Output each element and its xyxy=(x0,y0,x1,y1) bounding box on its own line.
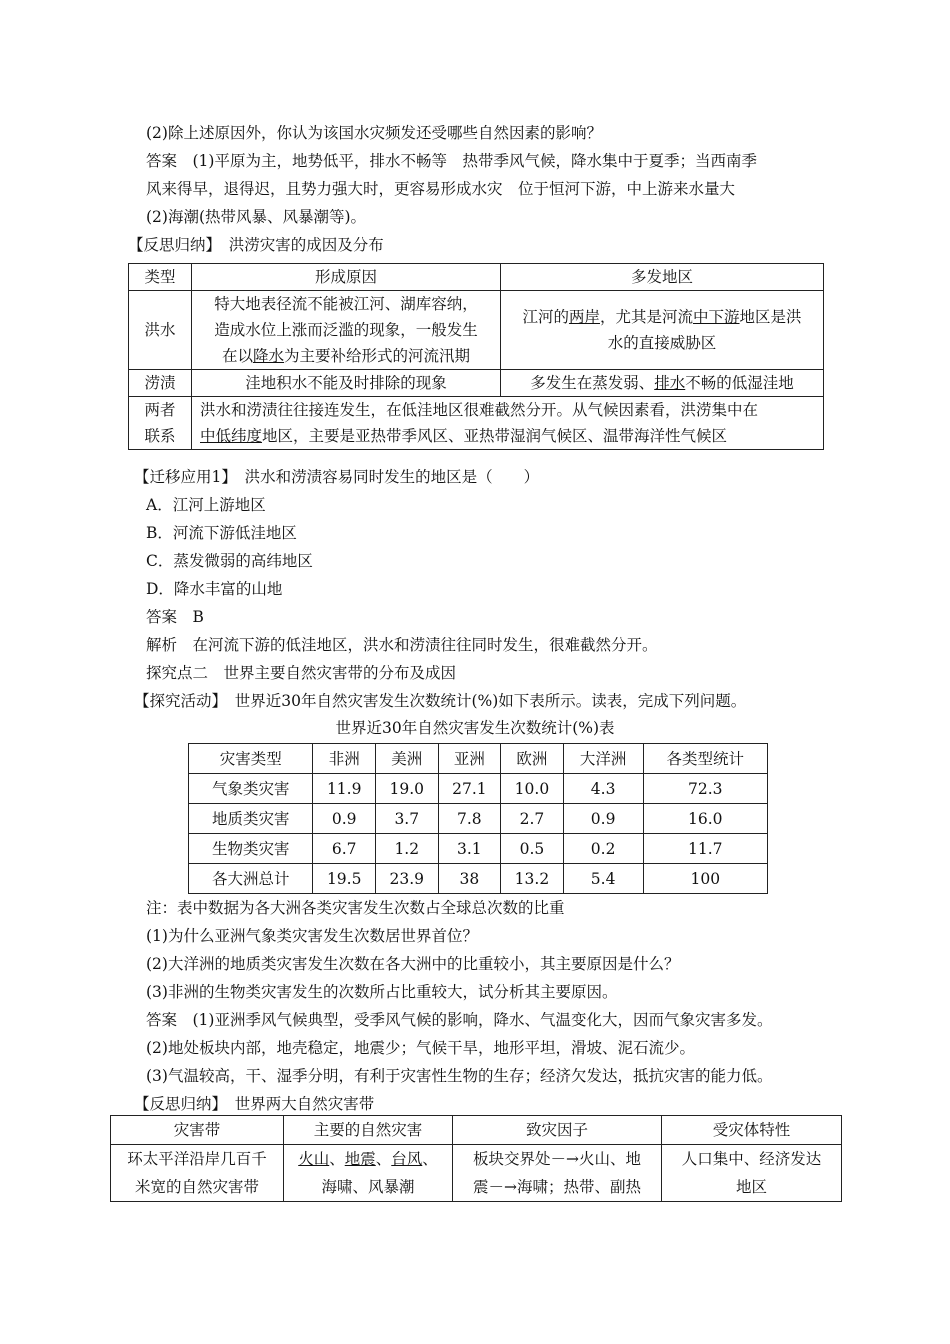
table-cell: 0.9 xyxy=(313,804,376,834)
text: 不畅的低湿洼地 xyxy=(685,374,794,392)
flood-cause-table xyxy=(128,263,824,450)
underlined-keyword: 地震 xyxy=(344,1150,376,1168)
table-cell: 3.1 xyxy=(438,834,501,864)
header-cell: 灾害带 xyxy=(111,1116,284,1145)
feature-line-2: 地区 xyxy=(735,1178,767,1196)
link-text xyxy=(192,397,824,450)
table-cell: 16.0 xyxy=(643,804,767,834)
table-cell: 各大洲总计 xyxy=(189,864,313,894)
link-type-line-2: 联系 xyxy=(144,427,176,445)
text: 江河的 xyxy=(522,308,569,326)
header-cell: 大洋洲 xyxy=(563,744,643,774)
table-cell: 0.2 xyxy=(563,834,643,864)
table-cell: 4.3 xyxy=(563,774,643,804)
explore-point-title: 探究点二 世界主要自然灾害带的分布及成因 xyxy=(146,664,457,682)
header-cause: 形成原因 xyxy=(192,264,501,291)
flood-cause-line-3 xyxy=(198,343,494,369)
header-cell: 主要的自然灾害 xyxy=(284,1116,453,1145)
option-c: C．蒸发微弱的高纬地区 xyxy=(146,552,313,570)
header-cell: 欧洲 xyxy=(501,744,564,774)
text: 、 xyxy=(422,1150,438,1168)
text: 、 xyxy=(329,1150,345,1168)
table-cell: 生物类灾害 xyxy=(189,834,313,864)
text: 在以 xyxy=(221,347,253,365)
underlined-keyword: 两岸 xyxy=(568,308,600,326)
underlined-keyword: 火山 xyxy=(298,1150,330,1168)
text: 为主要补给形式的河流汛期 xyxy=(284,347,471,365)
table-cell: 11.7 xyxy=(643,834,767,864)
transfer-answer: 答案 B xyxy=(146,608,204,626)
zone-line-2: 米宽的自然灾害带 xyxy=(134,1178,259,1196)
table-row-link xyxy=(129,397,824,450)
text: 、 xyxy=(375,1150,392,1168)
header-area: 多发地区 xyxy=(501,264,824,291)
flood-area-line-2: 水的直接威胁区 xyxy=(607,334,717,352)
question-3: (3)非洲的生物类灾害发生的次数所占比重较大，试分析其主要原因。 xyxy=(146,983,618,1001)
answer-line-3: (2)海潮(热带风暴、风暴潮等)。 xyxy=(146,208,367,226)
waterlog-cause: 洼地积水不能及时排除的现象 xyxy=(192,370,501,397)
question-2: (2)除上述原因外，你认为该国水灾频发还受哪些自然因素的影响？ xyxy=(146,124,602,142)
header-cell: 非洲 xyxy=(313,744,376,774)
flood-cause-line-2: 造成水位上涨而泛滥的现象，一般发生 xyxy=(214,321,478,339)
header-cell: 亚洲 xyxy=(438,744,501,774)
table-cell: 19.5 xyxy=(313,864,376,894)
table-cell: 7.8 xyxy=(438,804,501,834)
link-type xyxy=(129,397,192,450)
factor-line-1: 板块交界处－→火山、地 xyxy=(473,1150,641,1168)
disaster-line-1 xyxy=(290,1145,446,1173)
table-cell: 1.2 xyxy=(375,834,438,864)
option-b: B．河流下游低洼地区 xyxy=(146,524,297,542)
header-cell: 各类型统计 xyxy=(643,744,767,774)
table-header-row xyxy=(189,744,768,774)
table-row xyxy=(189,864,768,894)
table-row xyxy=(189,834,768,864)
transfer-analysis: 解析 在河流下游的低洼地区，洪水和涝渍往往同时发生，很难截然分开。 xyxy=(146,636,658,654)
table-caption: 世界近30年自然灾害发生次数统计(%)表 xyxy=(335,719,615,737)
answer-2: (2)地处板块内部，地壳稳定，地震少；气候干旱，地形平坦，滑坡、泥石流少。 xyxy=(146,1039,695,1057)
table-cell: 11.9 xyxy=(313,774,376,804)
table-row-flood xyxy=(129,291,824,370)
option-a: A．江河上游地区 xyxy=(146,496,266,514)
question-1: (1)为什么亚洲气象类灾害发生次数居世界首位？ xyxy=(146,927,478,945)
disaster-cell xyxy=(284,1145,453,1202)
feature-cell xyxy=(662,1145,842,1202)
zone-cell xyxy=(111,1145,284,1202)
text: 多发生在蒸发弱、 xyxy=(530,374,655,392)
table-cell: 27.1 xyxy=(438,774,501,804)
disaster-statistics-table xyxy=(188,743,768,894)
table-cell: 13.2 xyxy=(501,864,564,894)
table-cell: 100 xyxy=(643,864,767,894)
flood-area xyxy=(501,291,824,370)
table-cell: 10.0 xyxy=(501,774,564,804)
text: ，尤其是河流 xyxy=(599,308,693,326)
table-note: 注：表中数据为各大洲各类灾害发生次数占全球总次数的比重 xyxy=(146,899,565,917)
explore-activity: 【探究活动】 世界近30年自然灾害发生次数统计(%)如下表所示。读表，完成下列问题。 xyxy=(134,692,747,710)
table-cell: 2.7 xyxy=(501,804,564,834)
table-cell: 0.5 xyxy=(501,834,564,864)
text: 地区是洪 xyxy=(739,308,802,326)
disaster-belt-table xyxy=(110,1115,842,1202)
factor-cell xyxy=(453,1145,662,1202)
table-row xyxy=(111,1145,842,1202)
table-row xyxy=(189,804,768,834)
underlined-keyword: 中低纬度 xyxy=(200,427,263,445)
header-cell: 致灾因子 xyxy=(453,1116,662,1145)
flood-area-line-1 xyxy=(507,304,817,330)
answer-line-1: 答案 (1)平原为主，地势低平，排水不畅等 热带季风气候，降水集中于夏季；当西南季 xyxy=(146,152,757,170)
waterlog-type: 涝渍 xyxy=(129,370,192,397)
option-d: D．降水丰富的山地 xyxy=(146,580,283,598)
table-cell: 3.7 xyxy=(375,804,438,834)
table-cell: 0.9 xyxy=(563,804,643,834)
transfer-question: 【迁移应用1】 洪水和涝渍容易同时发生的地区是（ ） xyxy=(134,468,540,486)
reflect-title-2: 【反思归纳】 世界两大自然灾害带 xyxy=(134,1095,375,1113)
table-row-waterlog xyxy=(129,370,824,397)
header-cell: 美洲 xyxy=(375,744,438,774)
answer-3: (3)气温较高，干、湿季分明，有利于灾害性生物的生存；经济欠发达，抵抗灾害的能力低。 xyxy=(146,1067,773,1085)
link-text-line-1: 洪水和涝渍往往接连发生，在低洼地区很难截然分开。从气候因素看，洪涝集中在 xyxy=(200,401,759,419)
table-cell: 38 xyxy=(438,864,501,894)
table-header-row xyxy=(129,264,824,291)
table-cell: 气象类灾害 xyxy=(189,774,313,804)
table-row xyxy=(189,774,768,804)
underlined-keyword: 中下游 xyxy=(693,308,740,326)
zone-line-1: 环太平洋沿岸几百千 xyxy=(127,1150,267,1168)
flood-type: 洪水 xyxy=(129,291,192,370)
factor-line-2: 震－→海啸；热带、副热 xyxy=(473,1178,641,1196)
text: 地区，主要是亚热带季风区、亚热带湿润气候区、温带海洋性气候区 xyxy=(262,427,728,445)
waterlog-area xyxy=(501,370,824,397)
underlined-keyword: 降水 xyxy=(252,347,284,365)
underlined-keyword: 排水 xyxy=(654,374,686,392)
table-cell: 6.7 xyxy=(313,834,376,864)
table-cell: 地质类灾害 xyxy=(189,804,313,834)
feature-line-1: 人口集中、经济发达 xyxy=(681,1150,822,1168)
table-cell: 23.9 xyxy=(375,864,438,894)
reflect-title-1: 【反思归纳】 洪涝灾害的成因及分布 xyxy=(128,236,384,254)
table-cell: 72.3 xyxy=(643,774,767,804)
flood-cause-line-1: 特大地表径流不能被江河、湖库容纳， xyxy=(214,295,478,313)
header-cell: 灾害类型 xyxy=(189,744,313,774)
table-cell: 5.4 xyxy=(563,864,643,894)
disaster-line-2: 海啸、风暴潮 xyxy=(321,1178,415,1196)
table-cell: 19.0 xyxy=(375,774,438,804)
flood-cause xyxy=(192,291,501,370)
answer-1: 答案 (1)亚洲季风气候典型，受季风气候的影响，降水、气温变化大，因而气象灾害多发。 xyxy=(146,1011,773,1029)
link-text-line-2 xyxy=(200,423,817,449)
question-2: (2)大洋洲的地质类灾害发生次数在各大洲中的比重较小，其主要原因是什么？ xyxy=(146,955,680,973)
header-type: 类型 xyxy=(129,264,192,291)
header-cell: 受灾体特性 xyxy=(662,1116,842,1145)
table-header-row xyxy=(111,1116,842,1145)
answer-line-2: 风来得早，退得迟，且势力强大时，更容易形成水灾 位于恒河下游，中上游来水量大 xyxy=(146,180,736,198)
link-type-line-1: 两者 xyxy=(144,401,176,419)
underlined-keyword: 台风 xyxy=(391,1150,423,1168)
